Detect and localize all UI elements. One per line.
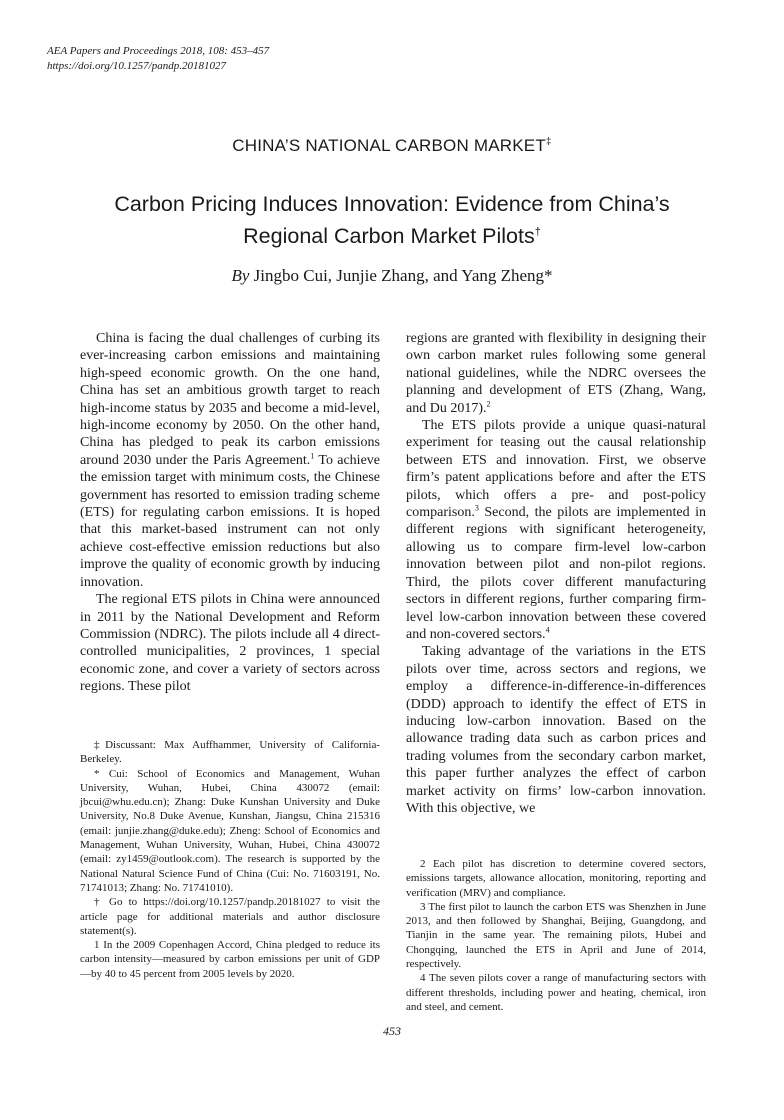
article-title-line1: Carbon Pricing Induces Innovation: Evidence from China’s (114, 192, 670, 216)
footnote-4: 4 The seven pilots cover a range of manufacturing sectors with different thresholds, including power and heating, chemical, iron and steel, and cement. (406, 972, 706, 1013)
paragraph-3 (406, 417, 706, 643)
footnote-ref-2[interactable]: 2 (486, 398, 491, 408)
paragraph-3-text-a: The ETS pilots provide a unique quasi-natural experiment for teasing out the causal relationship between ETS and innovation. First, we observe firm’s patent applications before and after the ETS pilots, which offers a pre- and post-policy comparison. (406, 418, 706, 521)
paragraph-3-text-b: Second, the pilots are implemented in different regions with significant heterogeneity, allowing us to compare firm-level low-carbon innovation between pilot and non-pilot regions. Third, the pilots cover different manufacturing sectors in different regions, further comparing firm-level low-carbon innovation between these covered and non-covered sectors. (406, 505, 706, 642)
by-label: By (231, 266, 250, 285)
footnote-ref-3[interactable]: 3 (474, 503, 479, 513)
paragraph-1 (80, 330, 380, 591)
article-title (60, 190, 724, 250)
footnote-2: 2 Each pilot has discretion to determine covered sectors, emissions targets, allowance allocation, monitoring, reporting and verification (MRV) and compliance. (406, 858, 706, 899)
title-mark: † (534, 226, 541, 238)
paragraph-2c-text: regions are granted with flexibility in designing their own carbon market rules following some general national guidelines, while the NDRC oversees the planning and development of ETS (Zhang, Wang, and Du 2017). (406, 331, 706, 416)
section-title (0, 136, 784, 156)
section-title-text: CHINA’S NATIONAL CARBON MARKET (232, 136, 546, 155)
footnote-dagger: † Go to https://doi.org/10.1257/pandp.20181027 to visit the article page for additional materials and author disclosure statement(s). (80, 896, 380, 937)
footnotes-left (80, 738, 380, 981)
footnote-ref-4[interactable]: 4 (545, 625, 550, 635)
footnote-3: 3 The first pilot to launch the carbon ETS was Shenzhen in June 2013, and then followed by Shanghai, Beijing, Guangdong, and Tianjin in the same year. The remaining pilots, Hubei and Chongqing, launched the ETS in April and June of 2014, respectively. (406, 900, 706, 971)
paragraph-4: Taking advantage of the variations in the ETS pilots over time, across sectors and regions, we employ a difference-in-difference-in-differences (DDD) approach to identify the effect of ETS in inducing low-carbon innovation. Based on the allowance trading data such as carbon prices and trading volumes from the secondary carbon market, this paper further analyzes the effect of carbon market activity on firms’ low-carbon innovation. With this objective, we (406, 644, 706, 816)
article-title-line2: Regional Carbon Market Pilots (243, 224, 535, 249)
body-column-right (406, 330, 706, 817)
journal-header (47, 44, 269, 74)
article-title-line2-wrap (60, 218, 724, 250)
page-number: 453 (383, 1024, 401, 1038)
author-line (0, 266, 784, 286)
author-names: Jingbo Cui, Junjie Zhang, and Yang Zheng* (253, 266, 553, 285)
footnotes-right (406, 857, 706, 1014)
doi-link[interactable]: https://doi.org/10.1257/pandp.20181027 (47, 60, 226, 72)
footnote-1: 1 In the 2009 Copenhagen Accord, China pledged to reduce its carbon intensity—measured by carbon emissions per unit of GDP—by 40 to 45 percent from 2005 levels by 2020. (80, 939, 380, 980)
paragraph-2: The regional ETS pilots in China were announced in 2011 by the National Development and Reform Commission (NDRC). The pilots include all 4 direct-controlled municipalities, 2 provinces, 1 special economic zone, and cover a variety of sectors across regions. These pilot (80, 592, 380, 695)
footnote-discussant: ‡Discussant: Max Auffhammer, University of California-Berkeley. (80, 739, 380, 766)
footnote-affiliations: * Cui: School of Economics and Management, Wuhan University, Wuhan, Hubei, China 430072 (email: jbcui@whu.edu.cn); Zhang: Duke Kunshan University and Duke University, No.8 Duke Avenue, Kunshan, Jiangsu, China 215316 (email: junjie.zhang@duke.edu); Zheng: School of Economics and Management, Wuhan University, Wuhan, Hubei, China 430072 (email: zy1459@outlook.com). The research is supported by the National Natural Science Fund of China (Cui: No. 71603191, No. 71741013; Zhang: No. 71741010). (80, 767, 380, 894)
journal-citation: AEA Papers and Proceedings 2018, 108: 453–457 (47, 45, 270, 57)
paragraph-1-text-b: To achieve the emission target with minimum costs, the Chinese government has resorted to emission trading scheme (ETS) for regulating carbon emissions. It is hoped that this market-based instrument can not only achieve cost-effective emission reductions but also improve the quality of economic growth by inducing innovation. (80, 452, 380, 590)
body-column-left (80, 330, 380, 696)
footnote-ref-1[interactable]: 1 (310, 451, 315, 461)
paragraph-2-continued (406, 330, 706, 417)
paragraph-1-text-a: China is facing the dual challenges of curbing its ever-increasing carbon emissions and maintaining high-speed economic growth. On the one hand, China has set an ambitious growth target to reach high-income status by 2035 and become a mid-level, high-income economy by 2050. On the other hand, China has pledged to peak its carbon emissions around 2030 under the Paris Agreement. (80, 331, 380, 468)
section-mark: ‡ (545, 136, 552, 148)
